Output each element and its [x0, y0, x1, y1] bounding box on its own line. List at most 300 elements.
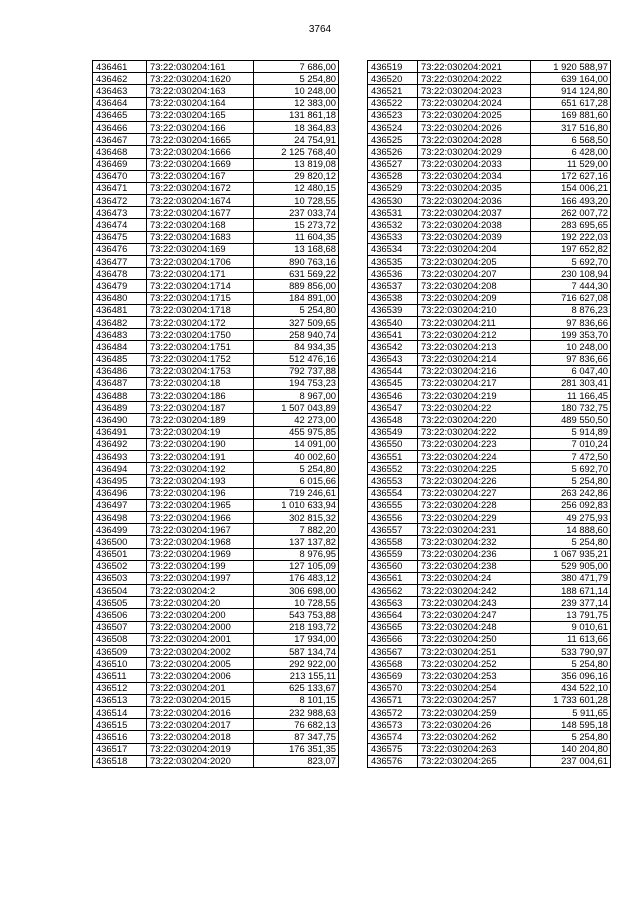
table-row [368, 646, 611, 658]
row-number-cell: 436555 [368, 499, 418, 511]
value-cell: 11 166,45 [531, 390, 611, 402]
row-number-cell: 436527 [368, 158, 418, 170]
row-number-cell: 436496 [93, 487, 147, 499]
row-number-cell: 436563 [368, 597, 418, 609]
cadastral-number-cell: 73:22:030204:1751 [147, 341, 254, 353]
row-number-cell: 436481 [93, 304, 147, 316]
table-row [368, 292, 611, 304]
table-row [368, 304, 611, 316]
cadastral-number-cell: 73:22:030204:186 [147, 390, 254, 402]
cadastral-number-cell: 73:22:030204:232 [418, 536, 531, 548]
row-number-cell: 436472 [93, 195, 147, 207]
row-number-cell: 436465 [93, 109, 147, 121]
row-number-cell: 436503 [93, 572, 147, 584]
table-row [368, 438, 611, 450]
row-number-cell: 436519 [368, 61, 418, 73]
table-row [93, 585, 339, 597]
cadastral-number-cell: 73:22:030204:2033 [418, 158, 531, 170]
row-number-cell: 436484 [93, 341, 147, 353]
value-cell: 6 568,50 [531, 134, 611, 146]
row-number-cell: 436570 [368, 682, 418, 694]
table-row [368, 658, 611, 670]
value-cell: 2 125 768,40 [254, 146, 339, 158]
table-row [93, 134, 339, 146]
row-number-cell: 436538 [368, 292, 418, 304]
value-cell: 8 967,00 [254, 390, 339, 402]
table-row [368, 329, 611, 341]
value-cell: 5 254,80 [531, 731, 611, 743]
row-number-cell: 436499 [93, 524, 147, 536]
table-row [368, 402, 611, 414]
cadastral-number-cell: 73:22:030204:1620 [147, 73, 254, 85]
cadastral-number-cell: 73:22:030204:167 [147, 170, 254, 182]
cadastral-number-cell: 73:22:030204:171 [147, 268, 254, 280]
row-number-cell: 436490 [93, 414, 147, 426]
cadastral-number-cell: 73:22:030204:2001 [147, 633, 254, 645]
row-number-cell: 436522 [368, 97, 418, 109]
cadastral-number-cell: 73:22:030204:252 [418, 658, 531, 670]
value-cell: 792 737,88 [254, 365, 339, 377]
value-cell: 11 613,66 [531, 633, 611, 645]
row-number-cell: 436525 [368, 134, 418, 146]
value-cell: 17 934,00 [254, 633, 339, 645]
cadastral-number-cell: 73:22:030204:243 [418, 597, 531, 609]
cadastral-number-cell: 73:22:030204:2036 [418, 195, 531, 207]
value-cell: 5 254,80 [531, 536, 611, 548]
cadastral-number-cell: 73:22:030204:1706 [147, 256, 254, 268]
table-row [368, 609, 611, 621]
value-cell: 176 483,12 [254, 572, 339, 584]
value-cell: 719 246,61 [254, 487, 339, 499]
cadastral-number-cell: 73:22:030204:225 [418, 463, 531, 475]
cadastral-number-cell: 73:22:030204:216 [418, 365, 531, 377]
table-row [93, 182, 339, 194]
table-row [93, 621, 339, 633]
value-cell: 197 652,82 [531, 243, 611, 255]
value-cell: 12 383,00 [254, 97, 339, 109]
row-number-cell: 436477 [93, 256, 147, 268]
table-row [368, 73, 611, 85]
cadastral-number-cell: 73:22:030204:262 [418, 731, 531, 743]
row-number-cell: 436491 [93, 426, 147, 438]
row-number-cell: 436558 [368, 536, 418, 548]
row-number-cell: 436507 [93, 621, 147, 633]
value-cell: 148 595,18 [531, 719, 611, 731]
value-cell: 327 509,65 [254, 316, 339, 328]
row-number-cell: 436475 [93, 231, 147, 243]
cadastral-number-cell: 73:22:030204:242 [418, 585, 531, 597]
cadastral-number-cell: 73:22:030204:263 [418, 743, 531, 755]
table-row [368, 61, 611, 73]
value-cell: 455 975,85 [254, 426, 339, 438]
table-row [368, 158, 611, 170]
table-row [368, 256, 611, 268]
row-number-cell: 436467 [93, 134, 147, 146]
table-row [368, 743, 611, 755]
cadastral-number-cell: 73:22:030204:251 [418, 646, 531, 658]
row-number-cell: 436524 [368, 121, 418, 133]
cadastral-number-cell: 73:22:030204:1967 [147, 524, 254, 536]
cadastral-number-cell: 73:22:030204:236 [418, 548, 531, 560]
value-cell: 12 480,15 [254, 182, 339, 194]
table-row [368, 524, 611, 536]
table-row [93, 146, 339, 158]
cadastral-number-cell: 73:22:030204:163 [147, 85, 254, 97]
table-row [93, 438, 339, 450]
table-row [93, 97, 339, 109]
value-cell: 180 732,75 [531, 402, 611, 414]
value-cell: 15 273,72 [254, 219, 339, 231]
table-row [93, 682, 339, 694]
value-cell: 380 471,79 [531, 572, 611, 584]
row-number-cell: 436568 [368, 658, 418, 670]
value-cell: 512 476,16 [254, 353, 339, 365]
row-number-cell: 436549 [368, 426, 418, 438]
cadastral-number-cell: 73:22:030204:253 [418, 670, 531, 682]
table-row [93, 85, 339, 97]
row-number-cell: 436543 [368, 353, 418, 365]
row-number-cell: 436572 [368, 706, 418, 718]
value-cell: 6 428,00 [531, 146, 611, 158]
table-row [93, 426, 339, 438]
cadastral-number-cell: 73:22:030204:168 [147, 219, 254, 231]
cadastral-number-cell: 73:22:030204:231 [418, 524, 531, 536]
table-row [93, 414, 339, 426]
cadastral-number-cell: 73:22:030204:2021 [418, 61, 531, 73]
row-number-cell: 436479 [93, 280, 147, 292]
row-number-cell: 436536 [368, 268, 418, 280]
row-number-cell: 436476 [93, 243, 147, 255]
table-row [93, 256, 339, 268]
value-cell: 13 791,75 [531, 609, 611, 621]
row-number-cell: 436488 [93, 390, 147, 402]
table-row [368, 536, 611, 548]
table-row [93, 73, 339, 85]
table-row [93, 316, 339, 328]
table-row [368, 231, 611, 243]
cadastral-number-cell: 73:22:030204:208 [418, 280, 531, 292]
value-cell: 10 728,55 [254, 597, 339, 609]
value-cell: 533 790,97 [531, 646, 611, 658]
row-number-cell: 436534 [368, 243, 418, 255]
value-cell: 262 007,72 [531, 207, 611, 219]
row-number-cell: 436518 [93, 755, 147, 767]
table-row [93, 353, 339, 365]
value-cell: 1 067 935,21 [531, 548, 611, 560]
table-row [93, 646, 339, 658]
row-number-cell: 436540 [368, 316, 418, 328]
value-cell: 434 522,10 [531, 682, 611, 694]
table-row [93, 560, 339, 572]
cadastral-number-cell: 73:22:030204:220 [418, 414, 531, 426]
cadastral-number-cell: 73:22:030204:161 [147, 61, 254, 73]
value-cell: 213 155,11 [254, 670, 339, 682]
table-row [368, 121, 611, 133]
cadastral-number-cell: 73:22:030204:164 [147, 97, 254, 109]
row-number-cell: 436573 [368, 719, 418, 731]
value-cell: 14 091,00 [254, 438, 339, 450]
cadastral-number-cell: 73:22:030204:209 [418, 292, 531, 304]
value-cell: 6 015,66 [254, 475, 339, 487]
value-cell: 192 222,03 [531, 231, 611, 243]
row-number-cell: 436495 [93, 475, 147, 487]
value-cell: 237 004,61 [531, 755, 611, 767]
table-row [368, 182, 611, 194]
value-cell: 5 692,70 [531, 256, 611, 268]
row-number-cell: 436574 [368, 731, 418, 743]
table-row [93, 219, 339, 231]
table-row [93, 292, 339, 304]
value-cell: 543 753,88 [254, 609, 339, 621]
cadastral-number-cell: 73:22:030204:1677 [147, 207, 254, 219]
row-number-cell: 436564 [368, 609, 418, 621]
table-row [368, 243, 611, 255]
row-number-cell: 436520 [368, 73, 418, 85]
cadastral-number-cell: 73:22:030204:1672 [147, 182, 254, 194]
table-row [368, 268, 611, 280]
cadastral-number-cell: 73:22:030204:2020 [147, 755, 254, 767]
cadastral-number-cell: 73:22:030204:20 [147, 597, 254, 609]
cadastral-number-cell: 73:22:030204:200 [147, 609, 254, 621]
value-cell: 29 820,12 [254, 170, 339, 182]
value-cell: 11 604,35 [254, 231, 339, 243]
row-number-cell: 436548 [368, 414, 418, 426]
value-cell: 14 888,60 [531, 524, 611, 536]
table-row [368, 390, 611, 402]
row-number-cell: 436483 [93, 329, 147, 341]
table-row [368, 170, 611, 182]
table-row [368, 755, 611, 767]
value-cell: 137 137,82 [254, 536, 339, 548]
table-row [368, 560, 611, 572]
cadastral-number-cell: 73:22:030204:26 [418, 719, 531, 731]
table-row [93, 511, 339, 523]
row-number-cell: 436575 [368, 743, 418, 755]
row-number-cell: 436498 [93, 511, 147, 523]
row-number-cell: 436560 [368, 560, 418, 572]
table-row [368, 353, 611, 365]
value-cell: 651 617,28 [531, 97, 611, 109]
table-row [93, 61, 339, 73]
cadastral-number-cell: 73:22:030204:2035 [418, 182, 531, 194]
row-number-cell: 436485 [93, 353, 147, 365]
table-row [368, 597, 611, 609]
value-cell: 10 248,00 [254, 85, 339, 97]
cadastral-number-cell: 73:22:030204:217 [418, 377, 531, 389]
row-number-cell: 436552 [368, 463, 418, 475]
row-number-cell: 436566 [368, 633, 418, 645]
table-row [368, 377, 611, 389]
cadastral-number-cell: 73:22:030204:2002 [147, 646, 254, 658]
value-cell: 5 254,80 [254, 73, 339, 85]
value-cell: 18 364,83 [254, 121, 339, 133]
row-number-cell: 436497 [93, 499, 147, 511]
cadastral-number-cell: 73:22:030204:1966 [147, 511, 254, 523]
value-cell: 256 092,83 [531, 499, 611, 511]
table-row [93, 170, 339, 182]
cadastral-number-cell: 73:22:030204:214 [418, 353, 531, 365]
value-cell: 7 686,00 [254, 61, 339, 73]
table-row [93, 755, 339, 767]
row-number-cell: 436512 [93, 682, 147, 694]
table-row [93, 609, 339, 621]
value-cell: 154 006,21 [531, 182, 611, 194]
cadastral-number-cell: 73:22:030204:1752 [147, 353, 254, 365]
value-cell: 76 682,13 [254, 719, 339, 731]
row-number-cell: 436547 [368, 402, 418, 414]
cadastral-number-cell: 73:22:030204:2018 [147, 731, 254, 743]
row-number-cell: 436486 [93, 365, 147, 377]
row-number-cell: 436514 [93, 706, 147, 718]
row-number-cell: 436551 [368, 451, 418, 463]
value-cell: 823,07 [254, 755, 339, 767]
row-number-cell: 436505 [93, 597, 147, 609]
table-row [368, 134, 611, 146]
value-cell: 317 516,80 [531, 121, 611, 133]
row-number-cell: 436516 [93, 731, 147, 743]
cadastral-number-cell: 73:22:030204:2016 [147, 706, 254, 718]
value-cell: 625 133,67 [254, 682, 339, 694]
value-cell: 890 763,16 [254, 256, 339, 268]
row-number-cell: 436528 [368, 170, 418, 182]
value-cell: 5 254,80 [254, 463, 339, 475]
table-row [93, 121, 339, 133]
table-row [93, 536, 339, 548]
cadastral-number-cell: 73:22:030204:19 [147, 426, 254, 438]
table-row [93, 158, 339, 170]
cadastral-number-cell: 73:22:030204:166 [147, 121, 254, 133]
value-cell: 97 836,66 [531, 316, 611, 328]
table-row [93, 475, 339, 487]
table-row [368, 585, 611, 597]
value-cell: 7 444,30 [531, 280, 611, 292]
registry-table-left [92, 60, 339, 768]
row-number-cell: 436546 [368, 390, 418, 402]
cadastral-number-cell: 73:22:030204:247 [418, 609, 531, 621]
row-number-cell: 436506 [93, 609, 147, 621]
row-number-cell: 436471 [93, 182, 147, 194]
row-number-cell: 436521 [368, 85, 418, 97]
value-cell: 84 934,35 [254, 341, 339, 353]
row-number-cell: 436464 [93, 97, 147, 109]
cadastral-number-cell: 73:22:030204:2039 [418, 231, 531, 243]
value-cell: 5 254,80 [254, 304, 339, 316]
table-row [93, 402, 339, 414]
table-row [93, 633, 339, 645]
table-row [93, 597, 339, 609]
value-cell: 283 695,65 [531, 219, 611, 231]
row-number-cell: 436571 [368, 694, 418, 706]
row-number-cell: 436463 [93, 85, 147, 97]
cadastral-number-cell: 73:22:030204:1714 [147, 280, 254, 292]
cadastral-number-cell: 73:22:030204:2017 [147, 719, 254, 731]
cadastral-number-cell: 73:22:030204:212 [418, 329, 531, 341]
cadastral-number-cell: 73:22:030204:210 [418, 304, 531, 316]
row-number-cell: 436509 [93, 646, 147, 658]
row-number-cell: 436501 [93, 548, 147, 560]
row-number-cell: 436559 [368, 548, 418, 560]
row-number-cell: 436510 [93, 658, 147, 670]
value-cell: 6 047,40 [531, 365, 611, 377]
cadastral-number-cell: 73:22:030204:2006 [147, 670, 254, 682]
row-number-cell: 436556 [368, 511, 418, 523]
table-row [368, 475, 611, 487]
cadastral-number-cell: 73:22:030204:1968 [147, 536, 254, 548]
table-row [368, 621, 611, 633]
row-number-cell: 436461 [93, 61, 147, 73]
value-cell: 716 627,08 [531, 292, 611, 304]
table-row [93, 341, 339, 353]
row-number-cell: 436517 [93, 743, 147, 755]
row-number-cell: 436553 [368, 475, 418, 487]
value-cell: 7 010,24 [531, 438, 611, 450]
cadastral-number-cell: 73:22:030204:211 [418, 316, 531, 328]
table-row [368, 97, 611, 109]
row-number-cell: 436480 [93, 292, 147, 304]
value-cell: 194 753,23 [254, 377, 339, 389]
value-cell: 5 914,89 [531, 426, 611, 438]
cadastral-number-cell: 73:22:030204:192 [147, 463, 254, 475]
value-cell: 218 193,72 [254, 621, 339, 633]
table-row [368, 219, 611, 231]
table-row [93, 670, 339, 682]
cadastral-number-cell: 73:22:030204:228 [418, 499, 531, 511]
cadastral-number-cell: 73:22:030204:224 [418, 451, 531, 463]
row-number-cell: 436492 [93, 438, 147, 450]
value-cell: 237 033,74 [254, 207, 339, 219]
table-row [368, 146, 611, 158]
table-row [368, 572, 611, 584]
value-cell: 639 164,00 [531, 73, 611, 85]
value-cell: 172 627,16 [531, 170, 611, 182]
value-cell: 10 728,55 [254, 195, 339, 207]
row-number-cell: 436504 [93, 585, 147, 597]
table-row [93, 719, 339, 731]
row-number-cell: 436473 [93, 207, 147, 219]
value-cell: 914 124,80 [531, 85, 611, 97]
cadastral-number-cell: 73:22:030204:191 [147, 451, 254, 463]
value-cell: 40 002,60 [254, 451, 339, 463]
table-row [368, 451, 611, 463]
table-row [93, 304, 339, 316]
cadastral-number-cell: 73:22:030204:207 [418, 268, 531, 280]
value-cell: 87 347,75 [254, 731, 339, 743]
cadastral-number-cell: 73:22:030204:2029 [418, 146, 531, 158]
cadastral-number-cell: 73:22:030204:1965 [147, 499, 254, 511]
cadastral-number-cell: 73:22:030204:2019 [147, 743, 254, 755]
row-number-cell: 436468 [93, 146, 147, 158]
table-row [93, 731, 339, 743]
row-number-cell: 436554 [368, 487, 418, 499]
row-number-cell: 436533 [368, 231, 418, 243]
cadastral-number-cell: 73:22:030204:259 [418, 706, 531, 718]
table-row [93, 499, 339, 511]
cadastral-number-cell: 73:22:030204:1669 [147, 158, 254, 170]
cadastral-number-cell: 73:22:030204:172 [147, 316, 254, 328]
row-number-cell: 436557 [368, 524, 418, 536]
table-row [93, 743, 339, 755]
row-number-cell: 436466 [93, 121, 147, 133]
table-row [93, 451, 339, 463]
row-number-cell: 436513 [93, 694, 147, 706]
table-row [93, 377, 339, 389]
cadastral-number-cell: 73:22:030204:193 [147, 475, 254, 487]
row-number-cell: 436576 [368, 755, 418, 767]
table-row [368, 207, 611, 219]
cadastral-number-cell: 73:22:030204:2022 [418, 73, 531, 85]
row-number-cell: 436545 [368, 377, 418, 389]
row-number-cell: 436489 [93, 402, 147, 414]
